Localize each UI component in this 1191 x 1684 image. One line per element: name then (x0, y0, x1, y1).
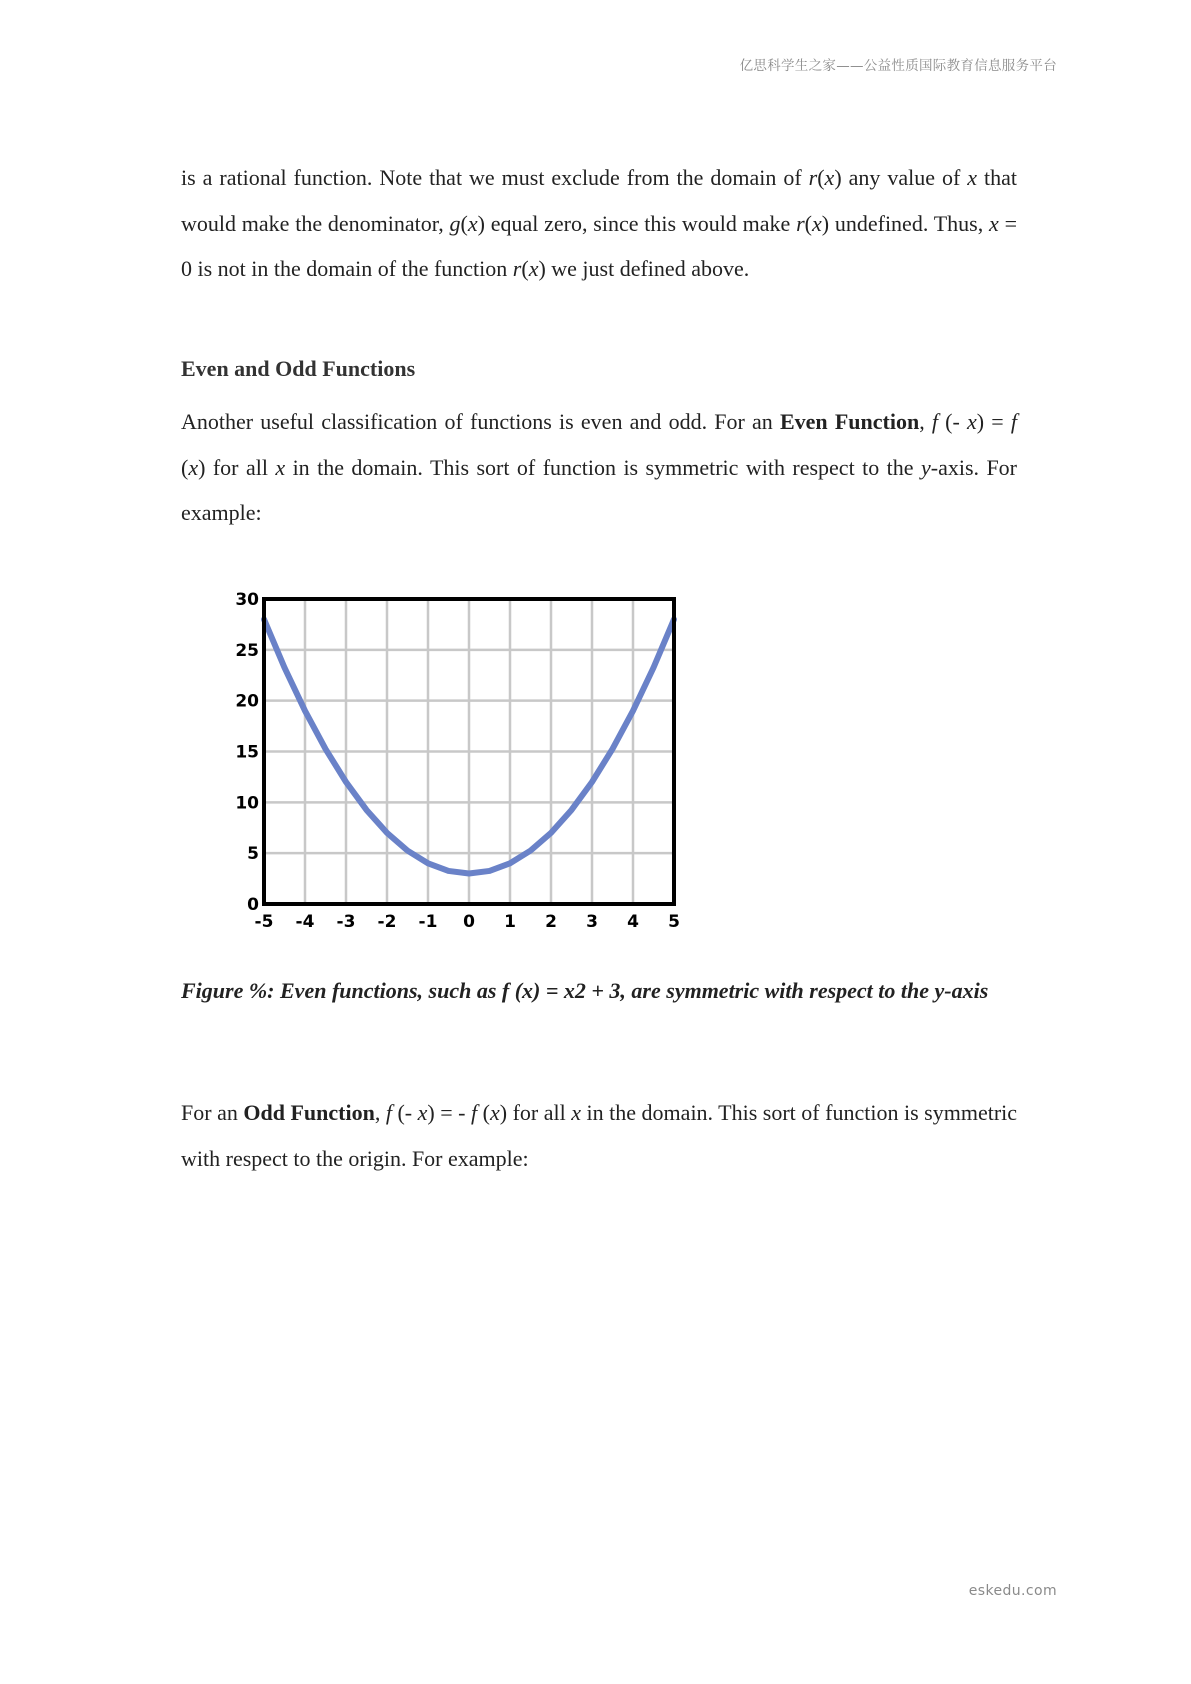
x-tick-label: 1 (504, 912, 516, 932)
even-function-chart (228, 585, 684, 940)
x-tick-label: -5 (254, 912, 274, 932)
y-tick-label: 25 (235, 640, 259, 661)
x-tick-label: 5 (668, 912, 680, 932)
x-tick-label: -3 (336, 912, 356, 932)
chart-svg (228, 585, 684, 940)
x-tick-label: -2 (377, 912, 397, 932)
paragraph-odd-function: For an Odd Function, f (- x) = - f (x) for all x in the domain. This sort of function is symmetric with respect to the origin. For example: (181, 1100, 1018, 1171)
y-tick-label: 10 (235, 793, 259, 814)
figure-caption: Figure %: Even functions, such as f (x) = x2 + 3, are symmetric with respect to the y-axis (181, 978, 989, 1003)
x-tick-label: -1 (418, 912, 438, 932)
y-tick-label: 5 (247, 844, 259, 865)
y-tick-label: 15 (235, 742, 259, 763)
y-tick-label: 30 (235, 590, 259, 610)
page-header: 亿思科学生之家——公益性质国际教育信息服务平台 (739, 58, 1057, 74)
section-heading: Even and Odd Functions (181, 356, 416, 381)
x-tick-label: 2 (545, 912, 557, 932)
page-footer: eskedu.com (968, 1583, 1057, 1599)
y-tick-label: 20 (235, 691, 259, 712)
y-tick-label: 0 (247, 895, 259, 915)
paragraph-rational-function: is a rational function. Note that we must exclude from the domain of r(x) any value of x that would make the denominator, g(x) equal zero, since this would make r(x) undefined. Thus, x = 0 is not in the domain of the function r(x) we just defined above. (181, 165, 1017, 281)
paragraph-even-function: Another useful classification of functions is even and odd. For an Even Function, f (- x) = f (x) for all x in the domain. This sort of function is symmetric with respect to the y-axis. For example: (181, 409, 1018, 525)
x-tick-label: 0 (463, 912, 475, 932)
x-tick-label: 3 (586, 912, 598, 932)
x-tick-label: 4 (627, 912, 639, 932)
x-tick-label: -4 (295, 912, 315, 932)
